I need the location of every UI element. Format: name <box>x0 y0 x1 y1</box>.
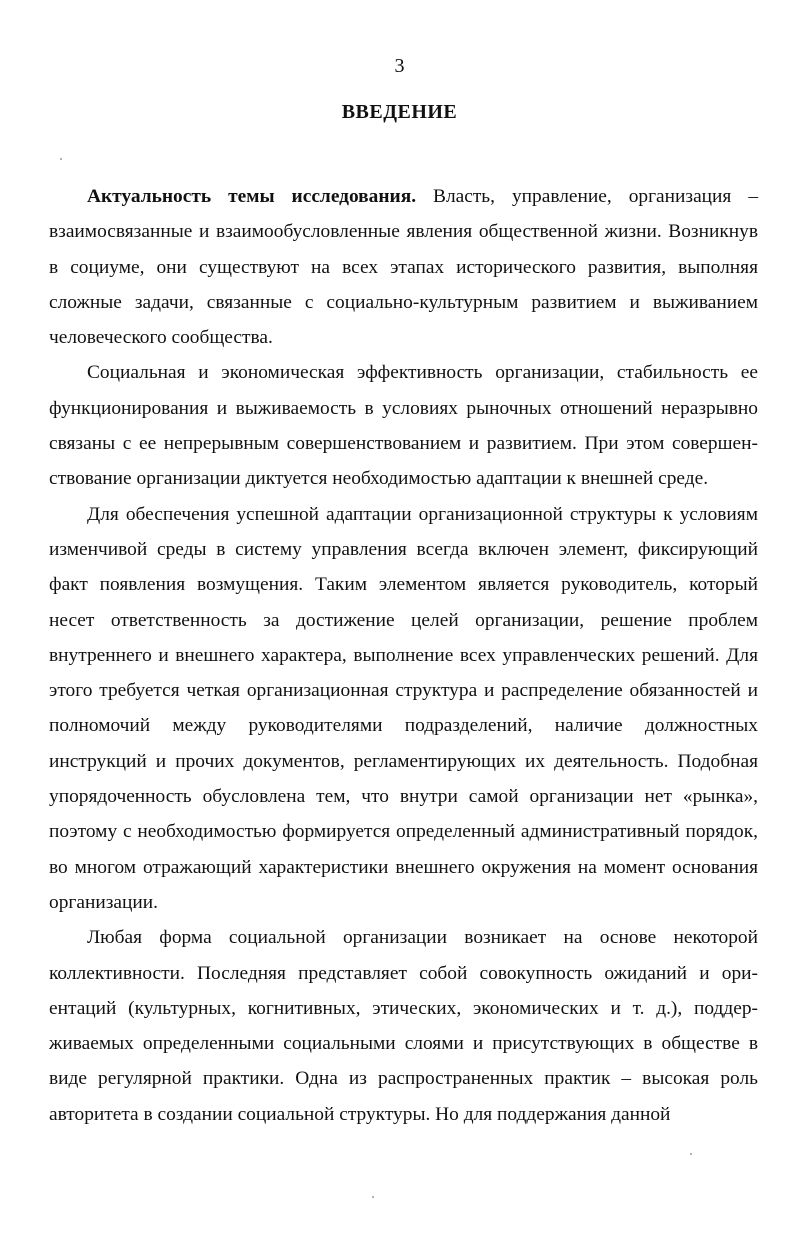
paragraph-3: Для обеспечения успешной адаптации организационной структуры к условиям изменчивой среды в систему управления всегда включен элемент, фиксирующий факт появления возмущения. Таким элементом является руководитель, который несет ответственность за достижение целей организации, решение проблем внутреннего и внешнего характера, выполнение всех управленческих решений. Для этого требуется четкая организационная структура и распределение обязанностей и полномочий между руководителями подразделений, наличие должностных инструкций и прочих документов, регламентирующих их деятельность. Подобная упорядоченность обусловлена тем, что внутри самой организации нет «рынка», поэтому с необходимостью формируется определенный административный порядок, во многом отражающий характеристики внешнего окружения на момент основания организации. <box>49 503 758 913</box>
scan-speck <box>60 158 62 160</box>
paragraph-1 <box>49 179 758 355</box>
paragraph-2: Социальная и экономическая эффективность организации, стабильность ее функционирования и выживаемость в условиях рыночных отношений неразрывно связаны с ее непрерывным совершенствованием и развитием. При этом совершенствование организации диктуется необходимостью адаптации к внешней среде. <box>49 362 758 490</box>
paragraph-4: Любая форма социальной организации возникает на основе некоторой коллективности. Последняя представляет собой совокупность ожиданий и ориентаций (культурных, когнитивных, этических, экономических и т. д.), поддерживаемых определенными социальными слоями и присутствующих в обществе в виде регулярной практики. Одна из распространенных практик – высокая роль авторитета в создании социальной структуры. Но для поддержания данной <box>49 927 758 1125</box>
page-number: 3 <box>394 55 405 77</box>
scan-speck <box>372 1196 374 1198</box>
body-text <box>49 179 758 1132</box>
section-heading: ВВЕДЕНИЕ <box>341 101 458 123</box>
scan-speck <box>690 1153 692 1155</box>
paragraph-1-text: Власть, управление, организация – взаимосвязанные и взаимообусловленные явления общественной жизни. Возникнув в социуме, они существуют на всех этапах исторического развития, выполняя сложные задачи, связанные с социально-культурным развитием и выживанием человеческого сообщества. <box>49 186 759 349</box>
paragraph-1-lead: Актуальность темы исследования. <box>87 186 417 207</box>
